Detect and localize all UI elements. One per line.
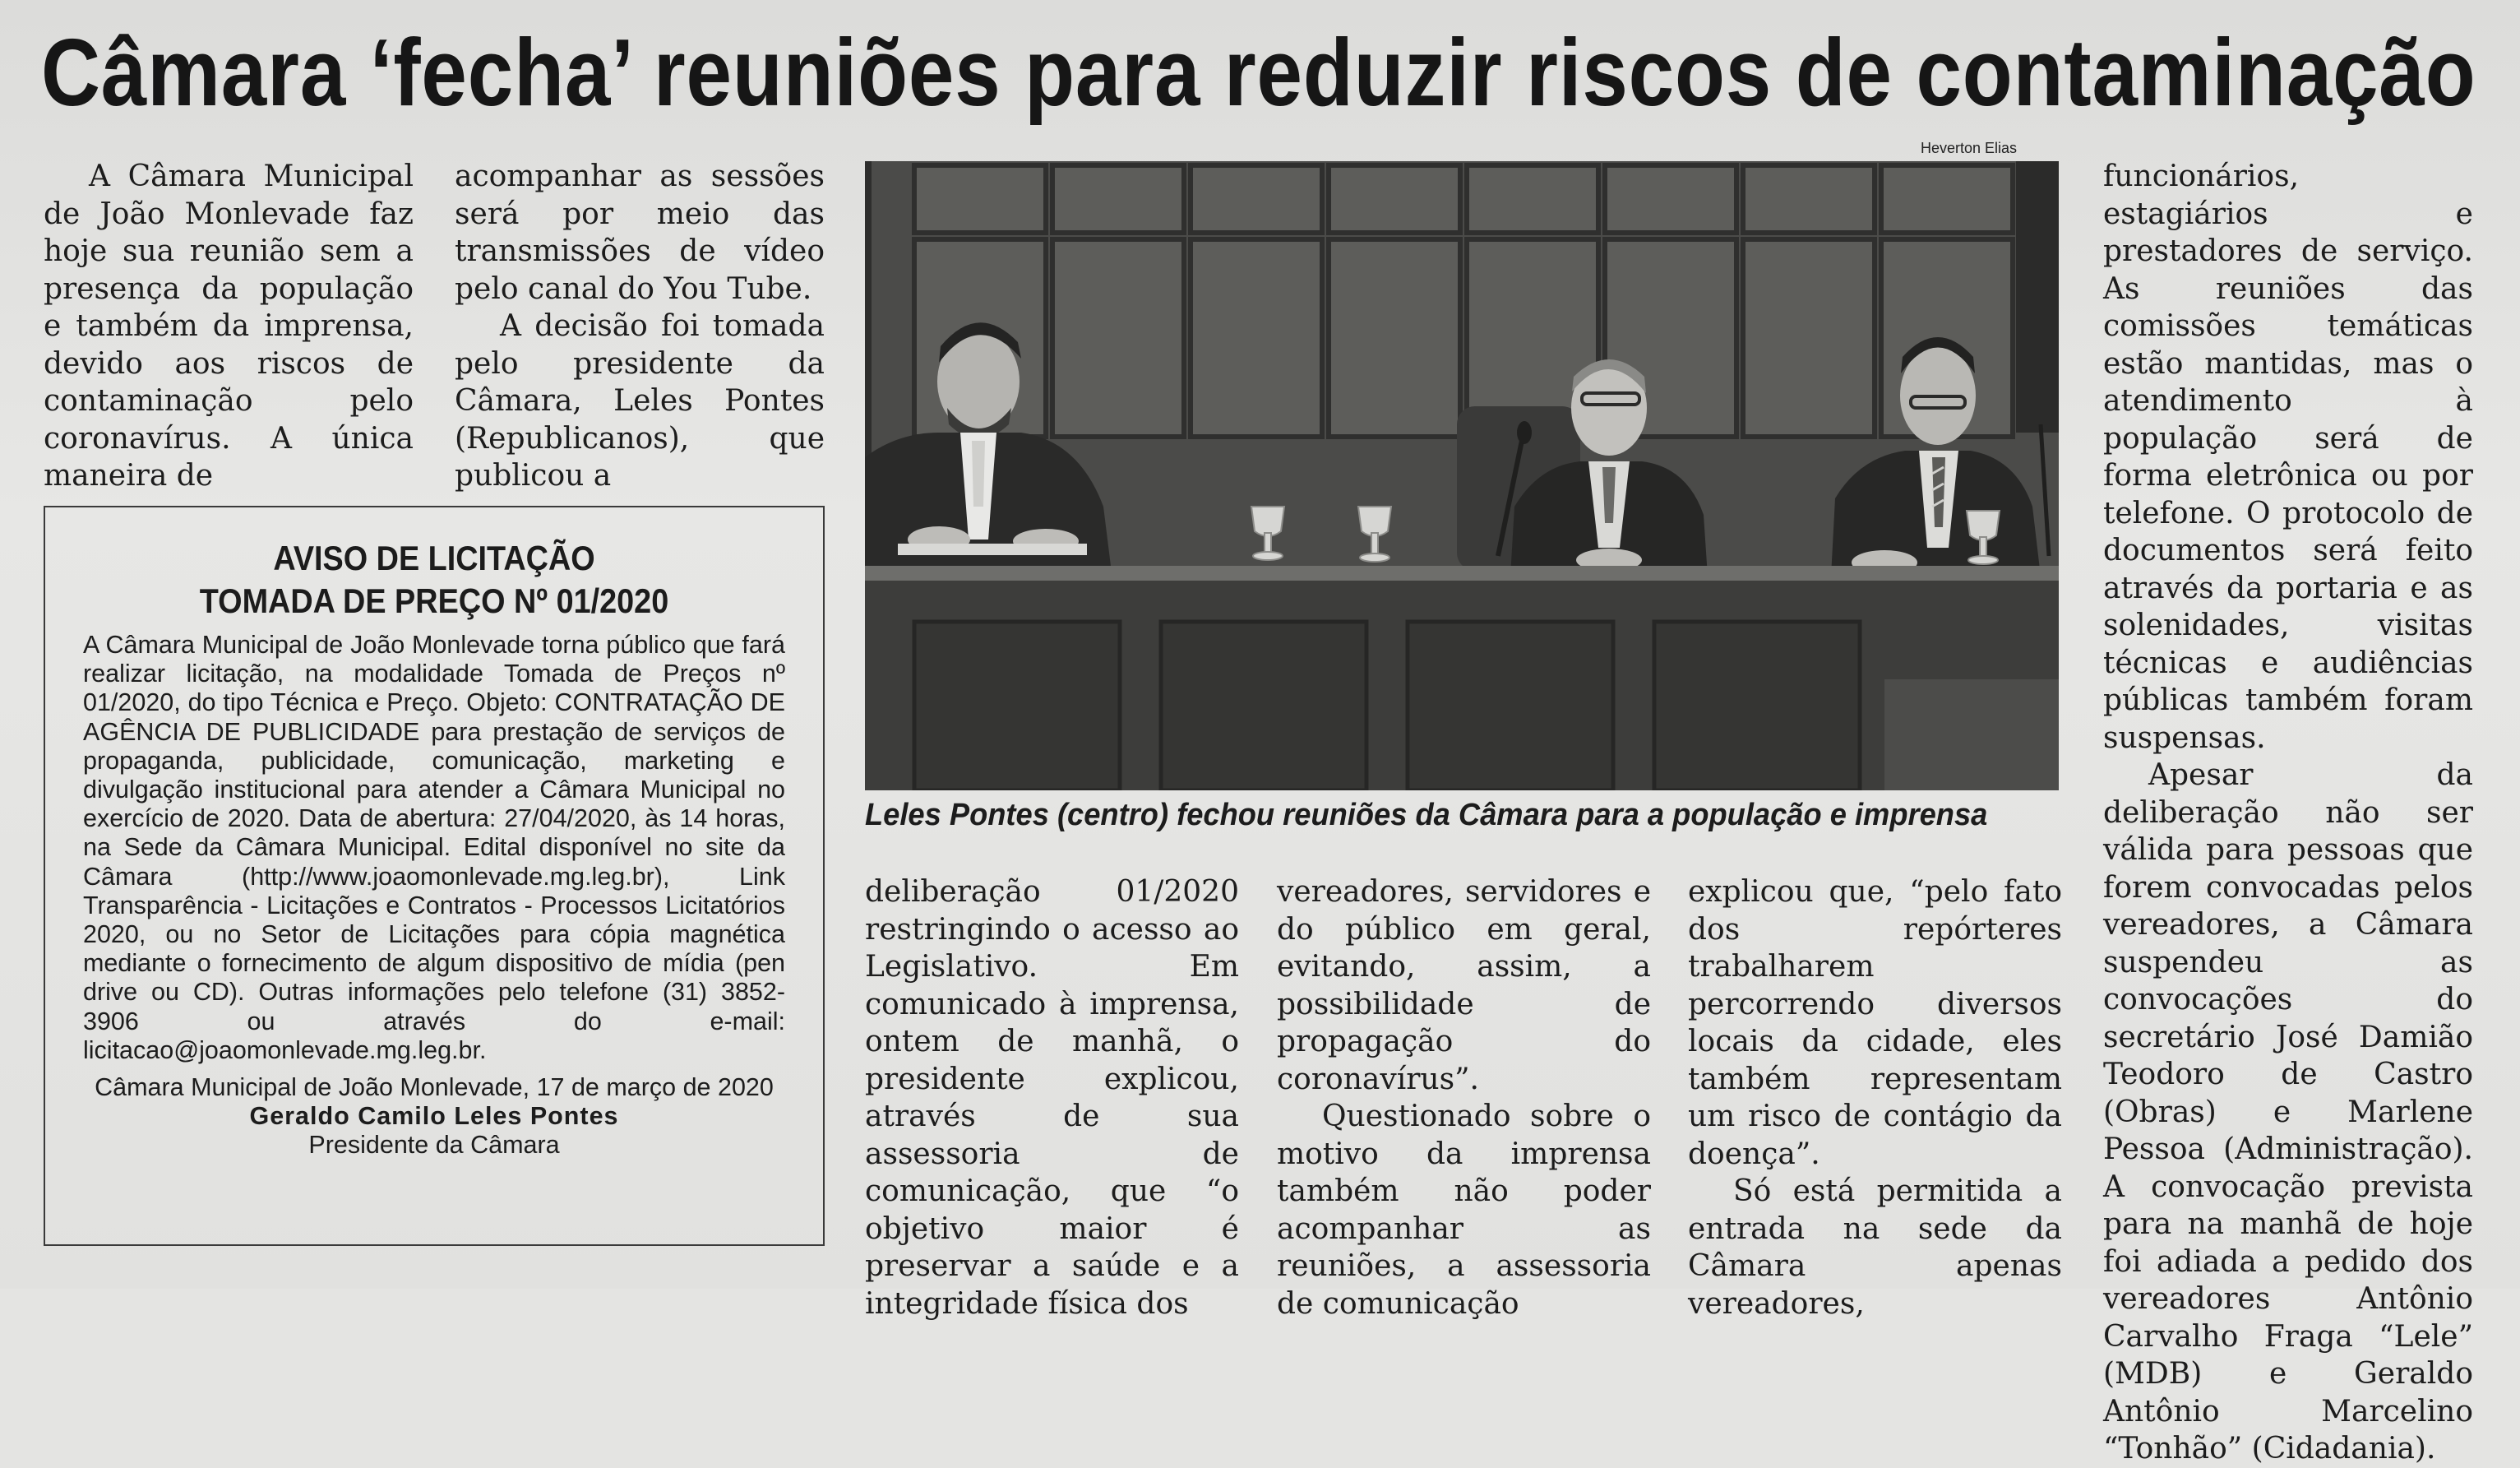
paragraph: A Câmara Municipal de João Monlevade faz hoje sua reunião sem a presença da população e também da imprensa, devido aos riscos de contaminação pelo coronavírus. A única maneira de <box>44 160 414 493</box>
bid-notice-box <box>44 506 825 1246</box>
paragraph: Questionado sobre o motivo da imprensa também não poder acompanhar as reuniões, a assessoria de comunicação <box>1277 1100 1651 1321</box>
article-column-2 <box>455 158 825 495</box>
council-session-photo <box>865 161 2059 790</box>
notice-subtitle: TOMADA DE PREÇO Nº 01/2020 <box>199 581 669 620</box>
notice-title: AVISO DE LICITAÇÃO <box>273 539 595 577</box>
paragraph: vereadores, servidores e do público em geral, evitando, assim, a possibilidade de propagação do coronavírus”. <box>1277 875 1651 1096</box>
article-column-4 <box>1277 873 1651 1322</box>
notice-signer-role: Presidente da Câmara <box>308 1131 560 1160</box>
notice-signature <box>83 1073 785 1160</box>
paragraph: explicou que, “pelo fato dos repórteres trabalharem percorrendo diversos locais da cidade, eles também representam um risco de contágio da doença”. <box>1688 875 2062 1171</box>
notice-body: A Câmara Municipal de João Monlevade torna público que fará realizar licitação, na modalidade Tomada de Preços nº 01/2020, do tipo Técnica e Preço. Objeto: CONTRATAÇÃO DE AGÊNCIA DE PUBLICIDADE para prestação de serviços de propaganda, publicidade, comunicação, marketing e divulgação institucional para atender a Câmara Municipal no exercício de 2020. Data de abertura: 27/04/2020, às 14 horas, na Sede da Câmara Municipal. Edital disponível no site da Câmara (http://www.joaomonlevade.mg.leg.br), Link Transparência - Licitações e Contratos - Processos Licitatórios 2020, ou no Setor de Licitações para cópia magnética mediante o fornecimento de algum dispositivo de mídia (pen drive ou CD). Outras informações pelo telefone (31) 3852-3906 ou através do e-mail: licitacao@joaomonlevade.mg.leg.br. <box>83 631 785 1064</box>
article-column-5 <box>1688 873 2062 1322</box>
paragraph: deliberação 01/2020 restringindo o acesso ao Legislativo. Em comunicado à imprensa, ontem de manhã, o presidente explicou, através de sua assessoria de comunicação, que “o objetivo maior é preservar a saúde e a integridade física dos <box>865 875 1239 1321</box>
headline: Câmara ‘fecha’ reuniões para reduzir riscos de contaminação <box>41 19 2476 126</box>
article-column-3 <box>865 873 1239 1322</box>
photo-caption: Leles Pontes (centro) fechou reuniões da Câmara para a população e imprensa <box>865 798 1988 832</box>
article-column-1 <box>44 158 414 495</box>
article-column-6 <box>2103 158 2473 1468</box>
paragraph: A decisão foi tomada pelo presidente da Câmara, Leles Pontes (Republicanos), que publicou a <box>455 309 825 493</box>
paragraph: Só está permitida a entrada na sede da Câmara apenas vereadores, <box>1688 1174 2062 1321</box>
paragraph: Apesar da deliberação não ser válida para pessoas que forem convocadas pelos vereadores, a Câmara suspendeu as convocações do secretário José Damião Teodoro de Castro (Obras) e Marlene Pessoa (Administração). A convocação prevista para na manhã de hoje foi adiada a pedido dos vereadores Antônio Carvalho Fraga “Lele” (MDB) e Geraldo Antônio Marcelino “Tonhão” (Cidadania). <box>2103 758 2473 1466</box>
notice-signer: Geraldo Camilo Leles Pontes <box>249 1102 619 1131</box>
photo-credit: Heverton Elias <box>1921 140 2018 156</box>
paragraph: funcionários, estagiários e prestadores de serviço. As reuniões das comissões temáticas estão mantidas, mas o atendimento à população será de forma eletrônica ou por telefone. O protocolo de documentos será feito através da portaria e as solenidades, visitas técnicas e audiências públicas também foram suspensas. <box>2103 160 2473 755</box>
paragraph: acompanhar as sessões será por meio das transmissões de vídeo pelo canal do You Tube. <box>455 160 825 306</box>
notice-place-date: Câmara Municipal de João Monlevade, 17 de março de 2020 <box>95 1073 774 1102</box>
